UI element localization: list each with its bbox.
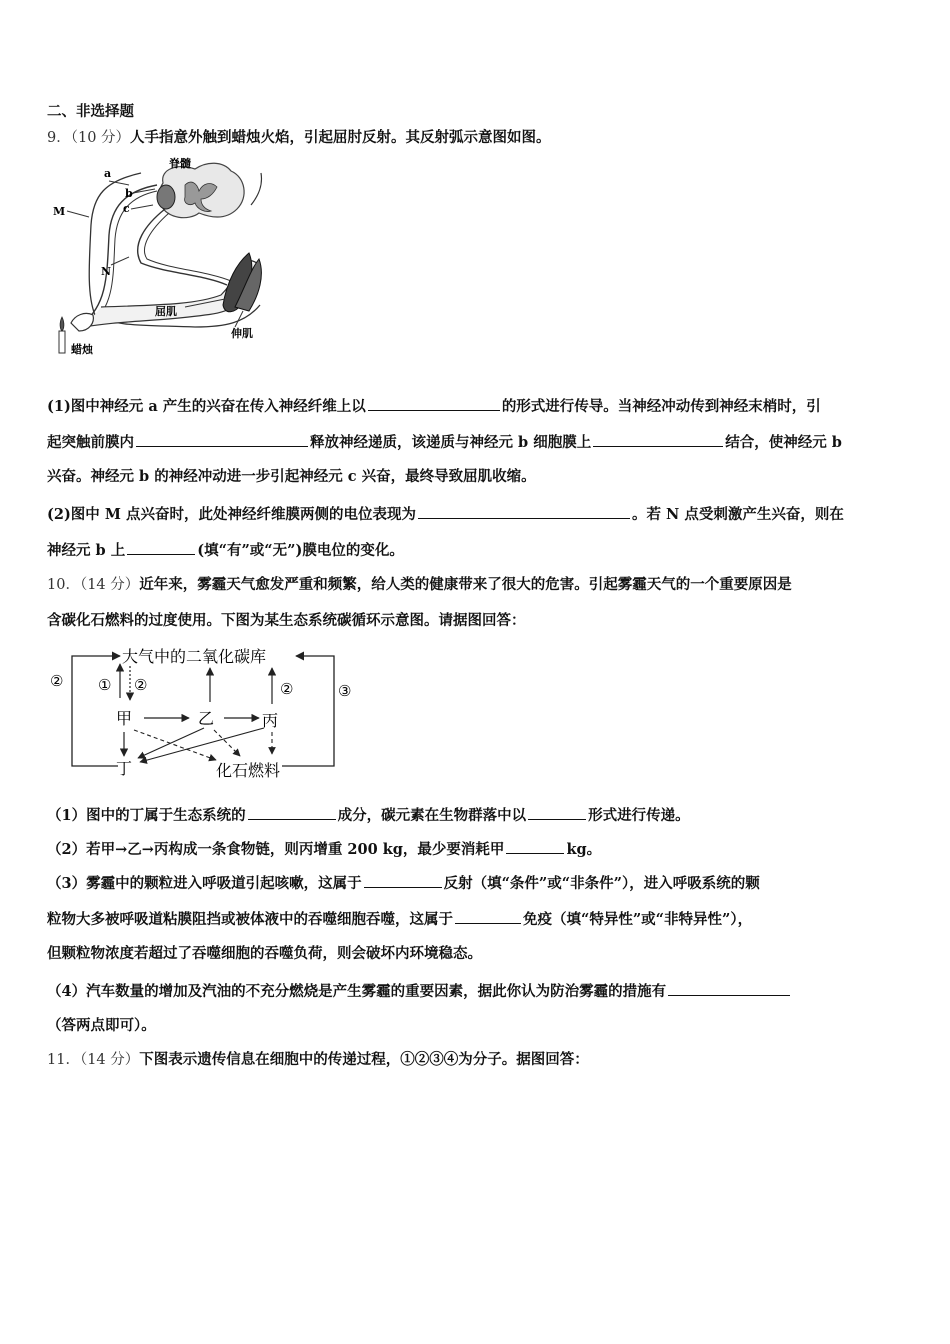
section-title: 二、非选择题 [47,103,134,120]
q9-part2-line1 [47,503,844,525]
label-m: M [53,205,66,218]
q10-blank-3[interactable] [506,838,564,854]
q9-part1-text: 起突触前膜内 [47,434,134,451]
q9-blank-1[interactable] [368,395,500,411]
label-candle: 蜡烛 [71,343,93,356]
q9-part2-text: 。若 N 点受刺激产生兴奋，则在 [631,506,844,523]
q9-part1-line1 [47,395,821,417]
q9-part1-text: (1)图中神经元 a 产生的兴奋在传入神经纤维上以 [47,398,366,415]
q10-blank-5[interactable] [455,908,521,924]
node-co2-pool: 大气中的二氧化碳库 [122,647,267,666]
q9-blank-5[interactable] [127,539,195,555]
q10-part1-text: 成分，碳元素在生物群落中以 [337,807,527,824]
node-yi: 乙 [198,709,215,728]
marker-1: ① [98,676,112,694]
q9-part1-text: 的形式进行传导。当神经冲动传到神经末梢时，引 [501,398,821,415]
q10-part4-line2: （答两点即可）。 [47,1017,156,1034]
q11-stem-line [47,1050,589,1070]
q9-part2-line2 [47,539,404,561]
q9-number: 9． [47,130,71,146]
q10-part2-text: kg。 [566,841,602,858]
q10-blank-6[interactable] [668,980,790,996]
label-c: c [123,202,130,215]
q10-part4-text: （4）汽车数量的增加及汽油的不充分燃烧是产生雾霾的重要因素，据此你认为防治雾霾的措施有 [47,983,667,1000]
label-a: a [104,167,112,180]
q9-score: （10 分） [70,130,131,146]
q9-part2-text: (填“有”或“无”)膜电位的变化。 [197,542,404,559]
node-ding: 丁 [116,759,133,778]
q10-blank-1[interactable] [248,804,336,820]
q10-stem-line2: 含碳化石燃料的过度使用。下图为某生态系统碳循环示意图。请据图回答： [47,612,526,629]
q10-part3-text: （3）雾霾中的颗粒进入呼吸道引起咳嗽，这属于 [47,875,362,892]
q10-part1 [47,804,690,826]
q10-part1-text: 形式进行传递。 [588,807,690,824]
q11-score: （14 分） [79,1052,140,1068]
q10-stem: 近年来，雾霾天气愈发严重和频繁，给人类的健康带来了很大的危害。引起雾霾天气的一个重要原因是 [139,576,792,593]
q10-part2-text: （2）若甲→乙→丙构成一条食物链，则丙增重 200 kg，最少要消耗甲 [47,841,505,858]
marker-2-bing: ② [280,680,294,698]
q9-blank-3[interactable] [593,431,723,447]
q9-blank-4[interactable] [418,503,630,519]
q10-part3-line3: 但颗粒物浓度若超过了吞噬细胞的吞噬负荷，则会破坏内环境稳态。 [47,945,482,962]
node-jia: 甲 [116,709,133,728]
label-flexor: 屈肌 [155,305,177,318]
q9-stem-line [47,128,551,148]
q10-blank-4[interactable] [364,872,442,888]
q10-part3-text: 粒物大多被呼吸道粘膜阻挡或被体液中的吞噬细胞吞噬，这属于 [47,911,453,928]
label-b: b [125,187,133,200]
q9-part1-text: 释放神经递质，该递质与神经元 b 细胞膜上 [310,434,592,451]
q10-part3-line1 [47,872,760,894]
q10-part2 [47,838,601,860]
marker-3: ③ [338,682,352,700]
q10-part3-text: 免疫（填“特异性”或“非特异性”）， [523,911,753,928]
reflex-arc-figure [45,155,280,360]
q10-part4-line1 [47,980,792,1002]
node-bing: 丙 [262,711,279,730]
q10-part3-text: 反射（填“条件”或“非条件”），进入呼吸系统的颗 [443,875,760,892]
q10-blank-2[interactable] [528,804,586,820]
q10-part1-text: （1）图中的丁属于生态系统的 [47,807,246,824]
q9-part2-text: 神经元 b 上 [47,542,126,559]
q10-stem-line1 [47,575,792,595]
q9-blank-2[interactable] [136,431,308,447]
label-n: N [101,265,112,278]
q11-number: 11． [47,1052,80,1068]
q9-part1-line3: 兴奋。神经元 b 的神经冲动进一步引起神经元 c 兴奋，最终导致屈肌收缩。 [47,468,536,485]
label-extensor: 伸肌 [231,327,253,340]
label-spinal-cord: 脊髓 [169,157,191,170]
q9-part1-text: 结合，使神经元 b [725,434,842,451]
marker-2-jia: ② [134,676,148,694]
node-fossil-fuel: 化石燃料 [216,761,281,780]
q9-stem: 人手指意外触到蜡烛火焰，引起屈肘反射。其反射弧示意图如图。 [130,129,551,146]
marker-2-left: ② [50,672,64,690]
q9-part1-line2 [47,431,842,453]
q10-number: 10． [47,577,80,593]
q9-part2-text: (2)图中 M 点兴奋时，此处神经纤维膜两侧的电位表现为 [47,506,416,523]
q10-part3-line2 [47,908,752,930]
q10-score: （14 分） [79,577,140,593]
carbon-cycle-figure [44,638,364,783]
q11-stem: 下图表示遗传信息在细胞中的传递过程，①②③④为分子。据图回答： [139,1051,589,1068]
